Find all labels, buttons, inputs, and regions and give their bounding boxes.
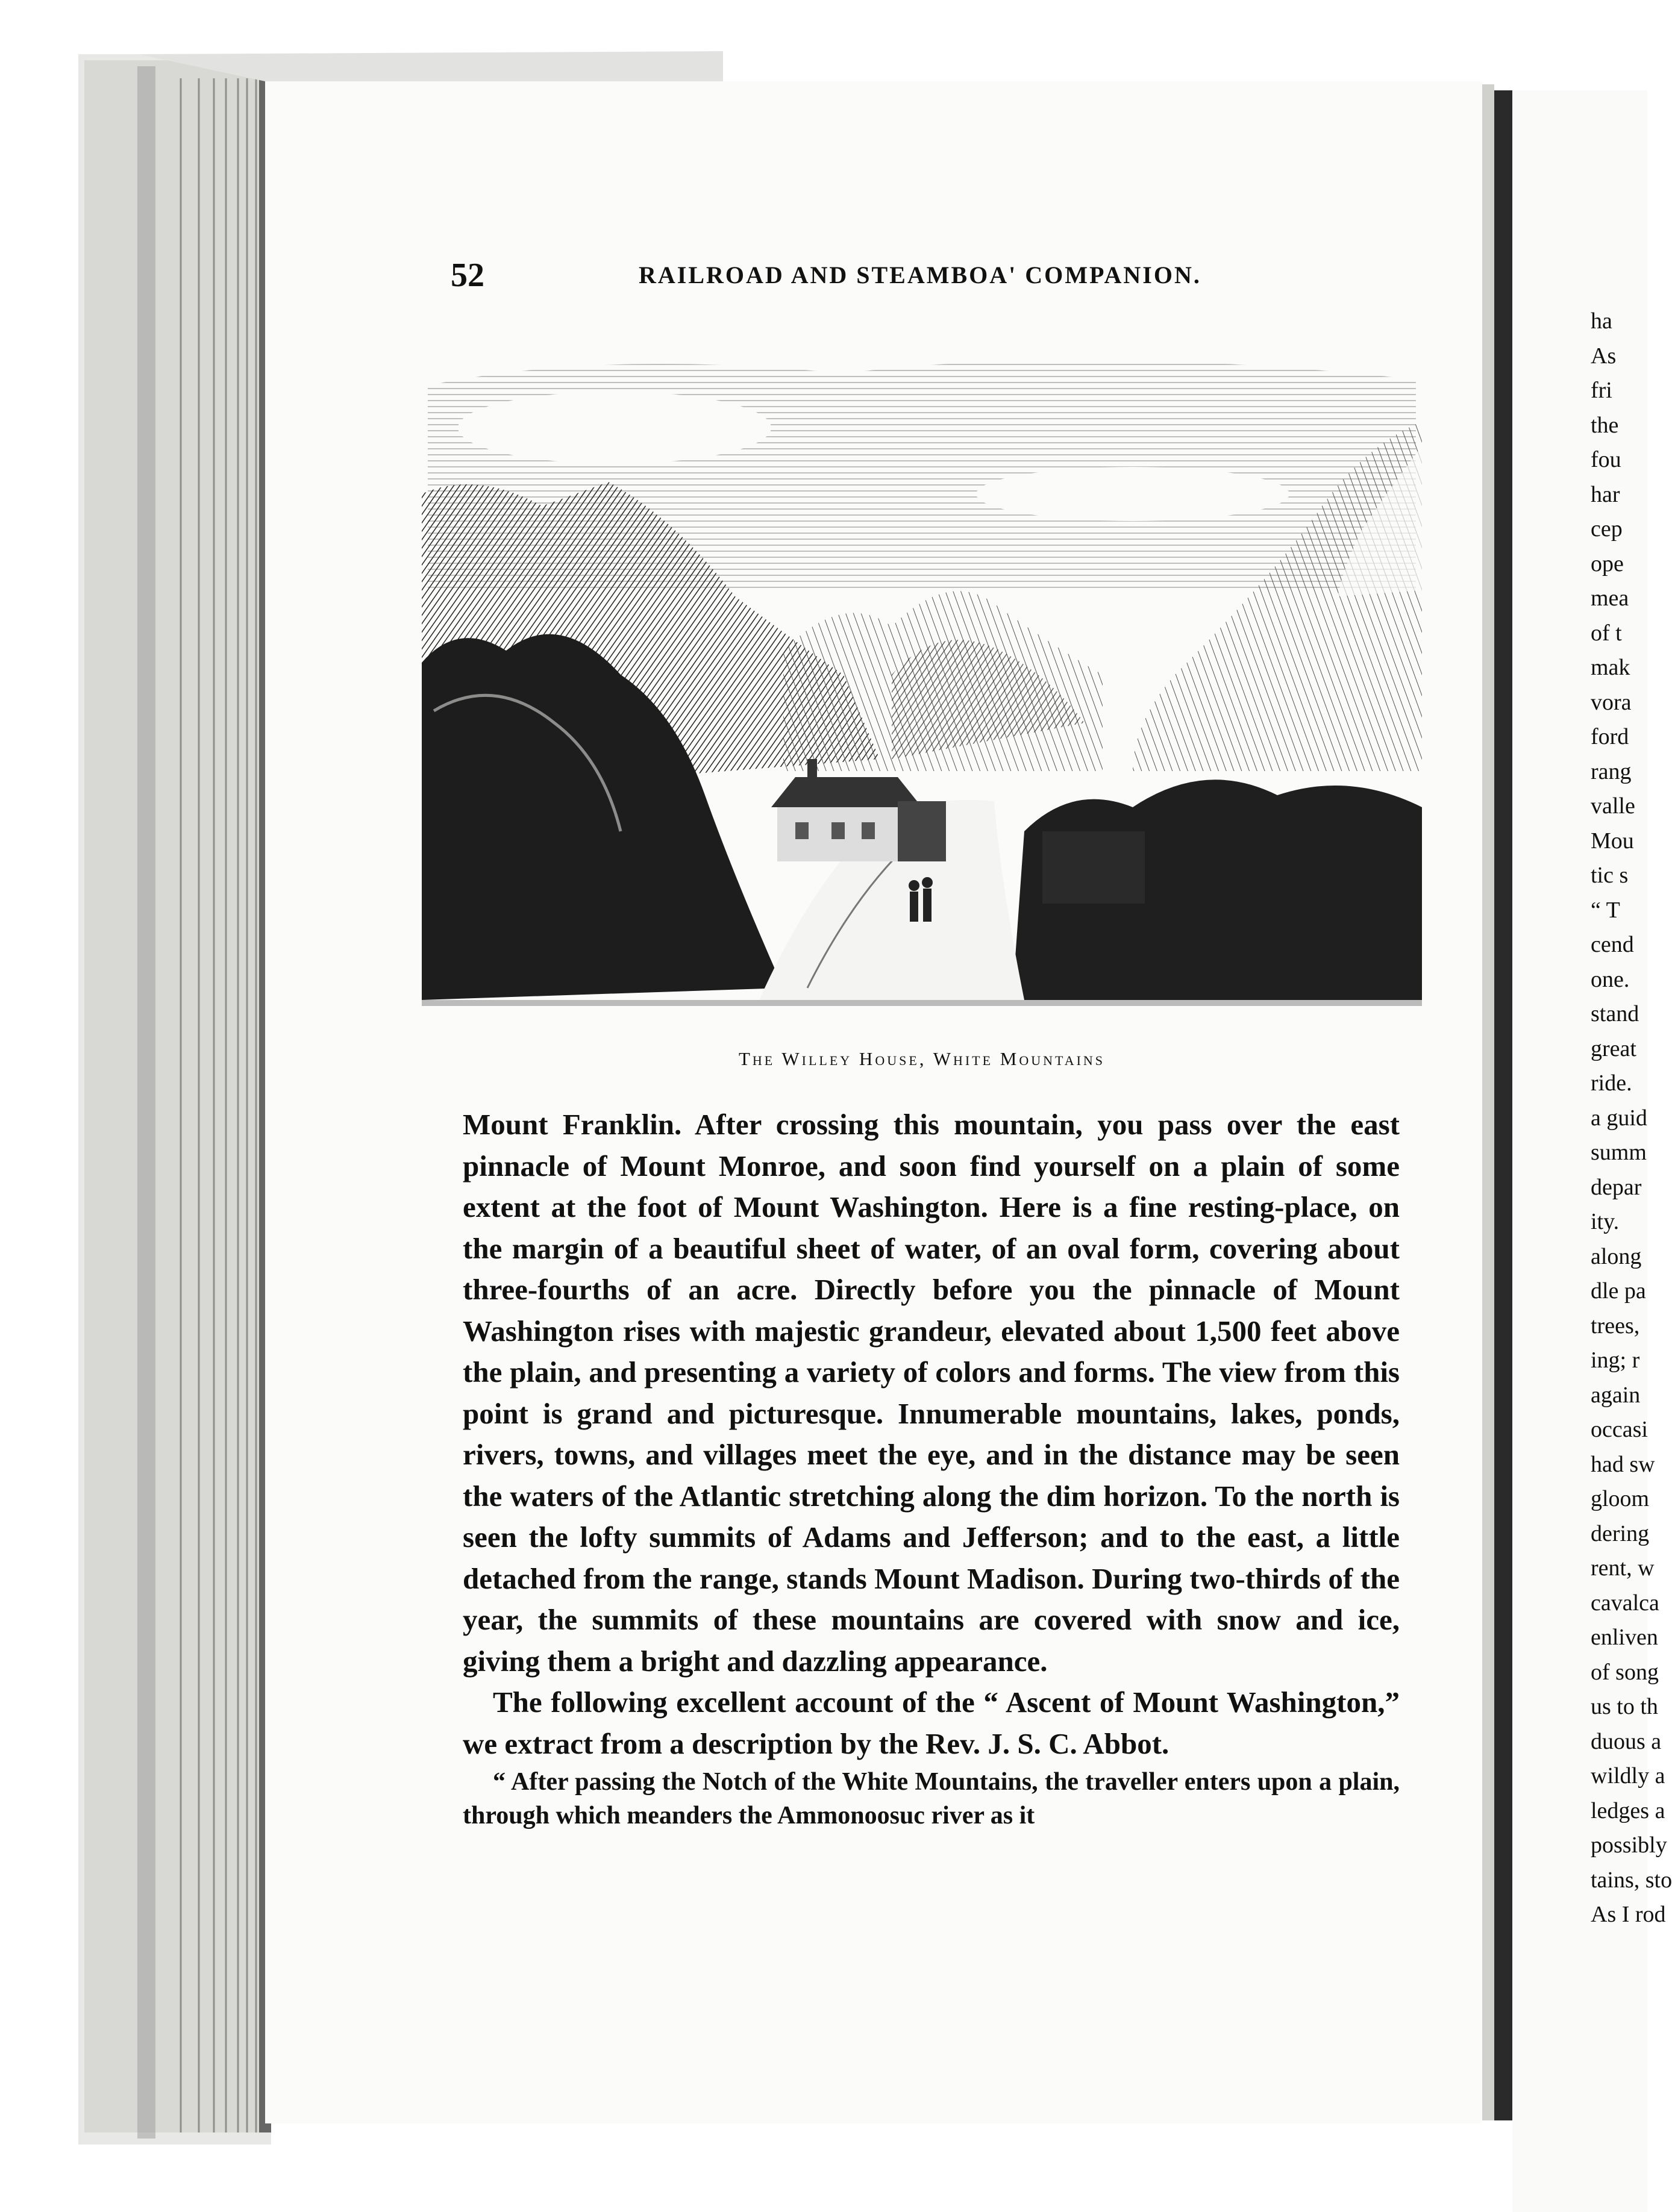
illustration-caption: The Willey House, White Mountains: [738, 1048, 1106, 1069]
facing-line: duous a: [1591, 1728, 1662, 1754]
facing-line: vora: [1591, 689, 1632, 715]
facing-line: tains, sto: [1591, 1867, 1672, 1893]
facing-line: ha: [1591, 308, 1612, 334]
facing-line: a guid: [1591, 1105, 1647, 1131]
facing-line: great: [1591, 1036, 1636, 1061]
facing-line: valle: [1591, 793, 1635, 819]
facing-page-text: [1591, 304, 1672, 1932]
facing-line: fou: [1591, 447, 1621, 472]
facing-line: ride.: [1591, 1070, 1632, 1096]
facing-line: ford: [1591, 724, 1629, 749]
facing-line: dering: [1591, 1520, 1650, 1546]
facing-line: enliven: [1591, 1625, 1658, 1650]
facing-line: As: [1591, 343, 1617, 369]
facing-line: wildly a: [1591, 1763, 1665, 1789]
facing-line: cep: [1591, 516, 1623, 542]
facing-line: stand: [1591, 1001, 1639, 1026]
facing-line: the: [1591, 412, 1619, 438]
quote-paragraph: “ After passing the Notch of the White Mountains, the traveller enters upon a plain, through which meanders the Ammonoosuc river as it: [463, 1768, 1400, 1829]
paragraph-mount-franklin: Mount Franklin. After crossing this mountain, you pass over the east pinnacle of Mount Monroe, and soon find yourself on a plain of some extent at the foot of Mount Washington. Here is a fine resting-place, on the margin of a beautiful sheet of water, of an oval form, covering about three-fourths of an acre. Directly before you the pinnacle of Mount Washington rises with majestic grandeur, elevated about 1,500 feet above the plain, and presenting a variety of colors and forms. The view from this point is grand and picturesque. Innumerable mountains, lakes, ponds, rivers, towns, and villages meet the eye, and in the distance may be seen the waters of the Atlantic stretching along the dim horizon. To the north is seen the lofty summits of Adams and Jefferson; and to the east, a little detached from the range, stands Mount Madison. During two-thirds of the year, the summits of these mountains are covered with snow and ice, giving them a bright and dazzling appearance.: [463, 1108, 1400, 1678]
running-head: RAILROAD AND STEAMBOA' COMPANION.: [639, 261, 1201, 289]
facing-line: along: [1591, 1243, 1642, 1269]
facing-line: ledges a: [1591, 1798, 1665, 1823]
facing-line: again: [1591, 1382, 1641, 1408]
facing-line: har: [1591, 481, 1620, 507]
facing-line: of song: [1591, 1659, 1659, 1685]
facing-line: had sw: [1591, 1451, 1655, 1477]
body-text: [463, 1104, 1400, 1764]
facing-line: tic s: [1591, 863, 1629, 888]
facing-line: summ: [1591, 1140, 1647, 1165]
facing-line: ity.: [1591, 1209, 1620, 1234]
facing-line: ing; r: [1591, 1348, 1640, 1373]
facing-line: occasi: [1591, 1417, 1648, 1442]
page-number: 52: [451, 257, 484, 294]
facing-line: depar: [1591, 1174, 1642, 1200]
facing-line: “ T: [1591, 897, 1620, 923]
facing-line: Mou: [1591, 828, 1634, 854]
facing-line: cavalca: [1591, 1590, 1659, 1616]
paragraph-account-intro: The following excellent account of the “ Ascent of Mount Washington,” we extract from a description by the Rev. J. S. C. Abbot.: [463, 1686, 1400, 1760]
facing-line: mea: [1591, 586, 1629, 611]
facing-line: dle pa: [1591, 1278, 1646, 1304]
facing-line: one.: [1591, 966, 1630, 992]
facing-line: gloom: [1591, 1486, 1650, 1511]
facing-line: mak: [1591, 655, 1630, 680]
facing-line: fri: [1591, 378, 1612, 403]
facing-line: of t: [1591, 620, 1622, 646]
facing-line: us to th: [1591, 1694, 1658, 1719]
facing-line: ope: [1591, 551, 1624, 576]
facing-line: trees,: [1591, 1313, 1640, 1339]
facing-line: As I rod: [1591, 1902, 1666, 1927]
facing-line: cend: [1591, 932, 1634, 957]
facing-line: rang: [1591, 758, 1632, 784]
facing-line: possibly: [1591, 1832, 1667, 1858]
quoted-passage: [463, 1765, 1400, 1832]
willey-house-engraving: [422, 337, 1422, 1024]
facing-line: rent, w: [1591, 1555, 1655, 1581]
